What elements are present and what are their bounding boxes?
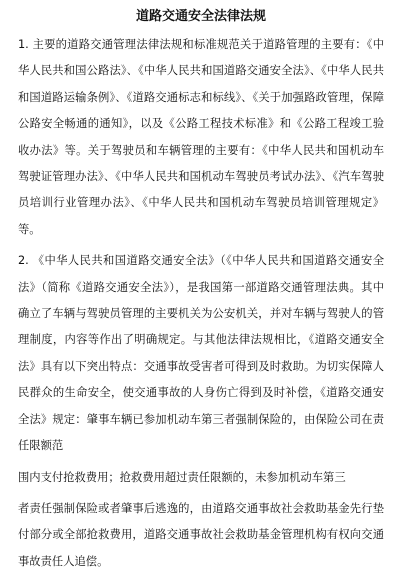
paragraph-4: 者责任强制保险或者肇事后逃逸的，由道路交通事故社会救助基金先行垫付部分或全部抢救费用，道路交通事故社会救助基金管理机构有权向交通事故责任人追偿。	[18, 501, 384, 568]
paragraph-3: 围内支付抢救费用；抢救费用超过责任限额的，未参加机动车第三	[18, 470, 346, 484]
paragraph-2: 2. 《中华人民共和国道路交通安全法》（《中华人民共和国道路交通安全法》（简称《道路交通安全法》），是我国第一部道路交通管理法典。其中确立了车辆与驾驶员管理的主要机关为公安机关，并对车辆与驾驶人的管理制度，内容等作出了明确规定。与其他法律法规相比，《道路交通安全法》具有以下突出特点：交通事故受害者可得到及时救助。为切实保障人民群众的生命安全，使交通事故的人身伤亡得到及时补偿，《道路交通安全法》规定：肇事车辆已参加机动车第三者强制保险的，由保险公司在责任限额范	[18, 254, 384, 453]
document-title: 道路交通安全法律法规	[135, 9, 266, 24]
paragraph-1: 1. 主要的道路交通管理法律法规和标准规范关于道路管理的主要有：《中华人民共和国公路法》、《中华人民共和国道路交通安全法》、《中华人民共和国道路运输条例》、《道路交通标志和标线》、《关于加强路政管理，保障公路安全畅通的通知》，以及《公路工程技术标准》和《公路工程竣工验收办法》等。关于驾驶员和车辆管理的主要有：《中华人民共和国机动车驾驶证管理办法》、《中华人民共和国机动车驾驶员考试办法》、《汽车驾驶员培训行业管理办法》、《中华人民共和国机动车驾驶员培训管理规定》等。	[18, 38, 384, 236]
